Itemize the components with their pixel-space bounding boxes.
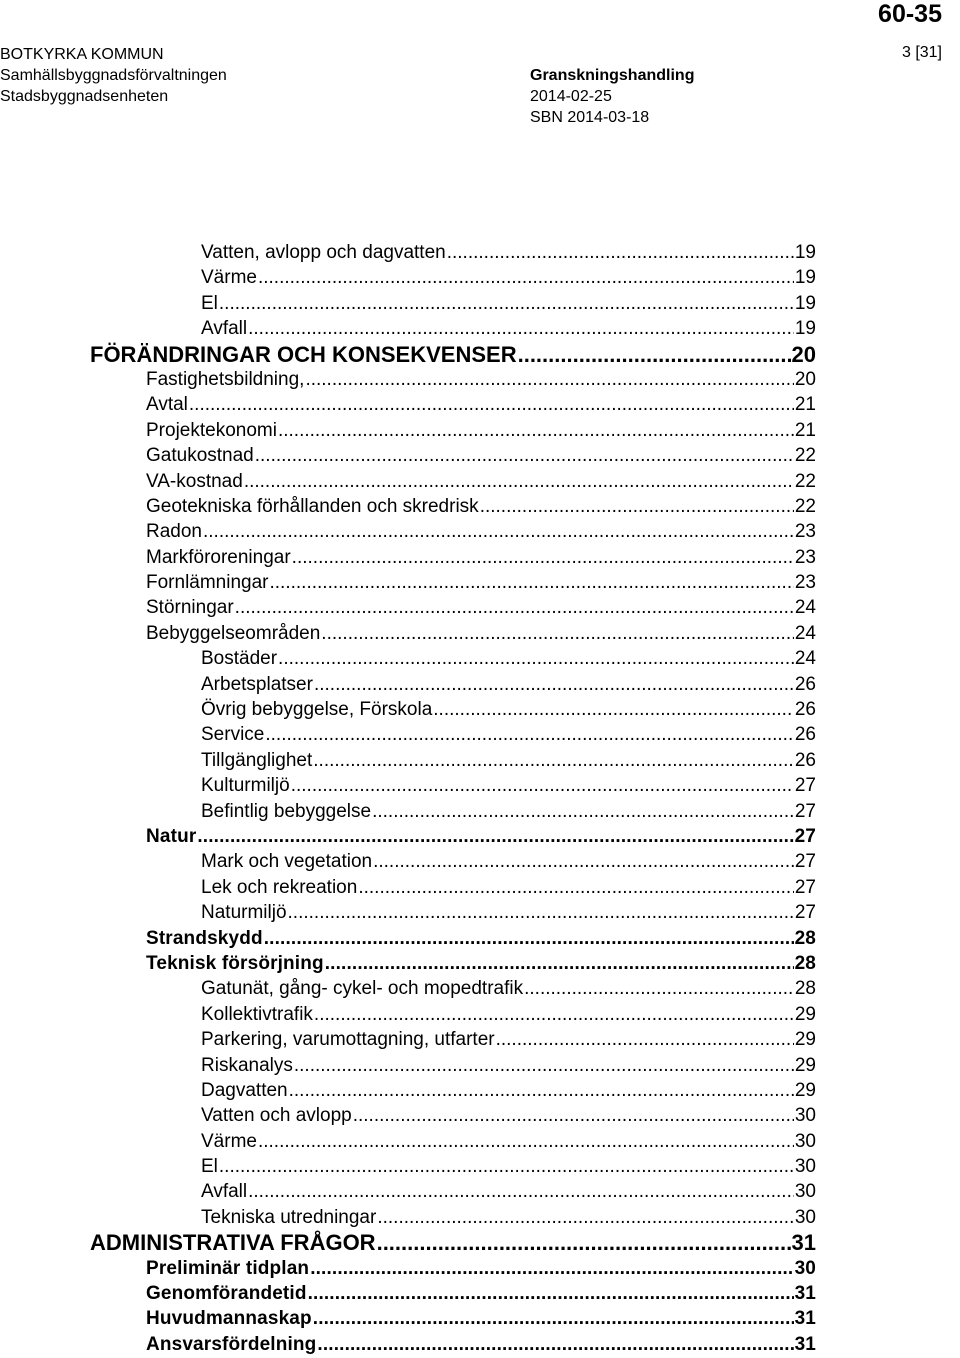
- toc-entry-page-number: 19: [794, 267, 816, 289]
- page-number: 3 [31]: [901, 44, 942, 61]
- toc-entry-label: Störningar: [146, 597, 234, 619]
- toc-entry-label: Strandskydd: [146, 927, 263, 949]
- toc-entry-label: El: [201, 1156, 218, 1178]
- toc-entry[interactable]: [0, 1002, 816, 1027]
- toc-entry-label: Markföroreningar: [146, 546, 291, 568]
- toc-dot-leader: [433, 697, 794, 722]
- header-document-type: Granskningshandling: [530, 67, 695, 84]
- toc-entry[interactable]: [0, 748, 816, 773]
- toc-entry[interactable]: [0, 799, 816, 824]
- toc-entry-page-number: 27: [794, 851, 816, 873]
- toc-entry[interactable]: [0, 646, 816, 671]
- toc-entry[interactable]: [0, 697, 816, 722]
- toc-dot-leader: [524, 976, 794, 1001]
- toc-dot-leader: [372, 799, 794, 824]
- toc-entry-label: Preliminär tidplan: [146, 1257, 310, 1279]
- toc-entry-label: Service: [201, 724, 265, 746]
- toc-dot-leader: [310, 1256, 793, 1281]
- toc-entry-label: Tillgänglighet: [201, 749, 313, 771]
- toc-dot-leader: [313, 1306, 794, 1331]
- toc-entry-page-number: 28: [794, 978, 816, 1000]
- toc-dot-leader: [248, 316, 794, 341]
- toc-entry-page-number: 27: [794, 902, 816, 924]
- toc-entry-page-number: 29: [794, 1029, 816, 1051]
- toc-entry-label: Avtal: [146, 394, 188, 416]
- toc-entry[interactable]: [0, 418, 816, 443]
- toc-dot-leader: [244, 469, 794, 494]
- toc-entry-label: Arbetsplatser: [201, 673, 313, 695]
- toc-entry[interactable]: [0, 621, 816, 646]
- toc-entry[interactable]: [0, 240, 816, 265]
- toc-dot-leader: [265, 722, 794, 747]
- toc-entry[interactable]: [0, 443, 816, 468]
- toc-entry-page-number: 30: [794, 1257, 816, 1279]
- toc-entry-label: Tekniska utredningar: [201, 1206, 377, 1228]
- toc-entry[interactable]: [0, 1103, 816, 1128]
- toc-entry-label: Värme: [201, 1130, 257, 1152]
- toc-entry[interactable]: [0, 265, 816, 290]
- toc-entry-page-number: 30: [794, 1105, 816, 1127]
- toc-dot-leader: [258, 1129, 794, 1154]
- toc-entry[interactable]: [0, 1179, 816, 1204]
- toc-dot-leader: [377, 1205, 794, 1230]
- toc-dot-leader: [305, 367, 793, 392]
- toc-dot-leader: [189, 392, 794, 417]
- toc-entry[interactable]: [0, 469, 816, 494]
- toc-dot-leader: [373, 849, 794, 874]
- toc-entry[interactable]: [0, 570, 816, 595]
- toc-entry[interactable]: [0, 900, 816, 925]
- toc-dot-leader: [248, 1179, 794, 1204]
- toc-dot-leader: [219, 1154, 794, 1179]
- toc-dot-leader: [325, 951, 794, 976]
- toc-entry-label: Värme: [201, 267, 257, 289]
- toc-entry-page-number: 23: [794, 572, 816, 594]
- toc-entry[interactable]: [0, 672, 816, 697]
- toc-entry-page-number: 27: [794, 775, 816, 797]
- toc-dot-leader: [496, 1027, 794, 1052]
- toc-entry[interactable]: [0, 722, 816, 747]
- toc-entry[interactable]: [0, 875, 816, 900]
- toc-entry-label: Vatten, avlopp och dagvatten: [201, 242, 446, 263]
- toc-entry[interactable]: [0, 849, 816, 874]
- toc-entry-label: Övrig bebyggelse, Förskola: [201, 699, 433, 721]
- toc-entry-label: Bebyggelseområden: [146, 622, 321, 644]
- toc-entry-label: Naturmiljö: [201, 902, 287, 924]
- toc-dot-leader: [313, 748, 794, 773]
- header-organization-block: [0, 44, 227, 107]
- toc-entry[interactable]: [0, 1205, 816, 1230]
- toc-entry-page-number: 31: [794, 1308, 816, 1330]
- toc-dot-leader: [317, 1332, 793, 1357]
- toc-entry[interactable]: [0, 773, 816, 798]
- toc-entry[interactable]: [0, 1154, 816, 1179]
- toc-entry[interactable]: [0, 951, 816, 976]
- toc-entry-page-number: 31: [794, 1333, 816, 1355]
- toc-entry-label: Vatten och avlopp: [201, 1105, 352, 1127]
- toc-dot-leader: [480, 494, 794, 519]
- toc-entry-label: Riskanalys: [201, 1054, 293, 1076]
- toc-entry-page-number: 31: [794, 1283, 816, 1305]
- toc-entry-page-number: 31: [791, 1230, 816, 1256]
- toc-entry-page-number: 23: [794, 521, 816, 543]
- toc-entry-page-number: 24: [794, 597, 816, 619]
- toc-entry-label: Radon: [146, 521, 202, 543]
- toc-entry[interactable]: [0, 291, 816, 316]
- toc-entry-label: Projektekonomi: [146, 419, 277, 441]
- toc-entry-label: Kulturmiljö: [201, 775, 290, 797]
- toc-entry[interactable]: [0, 1230, 816, 1255]
- table-of-contents: [0, 240, 960, 1357]
- toc-entry-page-number: 20: [791, 341, 816, 367]
- toc-entry[interactable]: [0, 367, 816, 392]
- toc-entry[interactable]: [0, 519, 816, 544]
- toc-entry[interactable]: [0, 1078, 816, 1103]
- toc-entry-label: Mark och vegetation: [201, 851, 373, 873]
- toc-entry-page-number: 27: [794, 876, 816, 898]
- toc-entry-label: Dagvatten: [201, 1079, 288, 1101]
- toc-entry-label: Avfall: [201, 318, 248, 340]
- toc-dot-leader: [289, 1078, 794, 1103]
- toc-entry-label: El: [201, 292, 218, 314]
- toc-entry-page-number: 19: [794, 318, 816, 340]
- toc-entry[interactable]: [0, 1306, 816, 1331]
- toc-entry-label: Befintlig bebyggelse: [201, 800, 372, 822]
- toc-entry[interactable]: [0, 1281, 816, 1306]
- toc-dot-leader: [308, 1281, 794, 1306]
- toc-dot-leader: [294, 1053, 794, 1078]
- toc-entry-page-number: 28: [794, 952, 816, 974]
- toc-entry-page-number: 22: [794, 445, 816, 467]
- toc-entry-page-number: 19: [794, 292, 816, 314]
- toc-dot-leader: [203, 519, 794, 544]
- toc-entry-label: Geotekniska förhållanden och skredrisk: [146, 495, 479, 517]
- toc-entry[interactable]: [0, 1332, 816, 1357]
- toc-entry-label: FÖRÄNDRINGAR OCH KONSEKVENSER: [90, 341, 517, 367]
- toc-entry[interactable]: [0, 342, 816, 367]
- toc-dot-leader: [278, 646, 794, 671]
- toc-entry-page-number: 21: [794, 394, 816, 416]
- toc-dot-leader: [518, 342, 791, 367]
- toc-entry-label: Fastighetsbildning,: [146, 368, 305, 390]
- toc-entry-page-number: 26: [794, 699, 816, 721]
- toc-entry-label: Kollektivtrafik: [201, 1003, 313, 1025]
- toc-entry-label: Avfall: [201, 1181, 248, 1203]
- toc-dot-leader: [197, 824, 793, 849]
- toc-entry-page-number: 26: [794, 749, 816, 771]
- toc-entry[interactable]: [0, 976, 816, 1001]
- toc-dot-leader: [358, 875, 794, 900]
- header-document-status-block: [530, 65, 694, 128]
- header-board-date: SBN 2014-03-18: [530, 109, 650, 126]
- toc-dot-leader: [377, 1230, 791, 1255]
- toc-entry-label: Fornlämningar: [146, 572, 269, 594]
- toc-entry-page-number: 24: [794, 648, 816, 670]
- toc-entry-page-number: 24: [794, 622, 816, 644]
- toc-entry-page-number: 26: [794, 724, 816, 746]
- toc-entry-page-number: 26: [794, 673, 816, 695]
- toc-dot-leader: [270, 570, 794, 595]
- toc-entry[interactable]: [0, 494, 816, 519]
- toc-entry-label: Lek och rekreation: [201, 876, 358, 898]
- toc-entry-page-number: 22: [794, 470, 816, 492]
- toc-dot-leader: [288, 900, 794, 925]
- toc-dot-leader: [291, 773, 794, 798]
- toc-entry[interactable]: [0, 824, 816, 849]
- toc-entry-page-number: 27: [794, 825, 816, 847]
- toc-dot-leader: [278, 418, 794, 443]
- toc-entry-label: Gatunät, gång- cykel- och mopedtrafik: [201, 978, 524, 1000]
- toc-entry[interactable]: [0, 545, 816, 570]
- toc-dot-leader: [314, 672, 794, 697]
- toc-entry[interactable]: [0, 595, 816, 620]
- toc-entry[interactable]: [0, 1129, 816, 1154]
- header-date: 2014-02-25: [530, 88, 612, 105]
- toc-entry-page-number: 30: [794, 1181, 816, 1203]
- toc-entry-label: Teknisk försörjning: [146, 952, 324, 974]
- toc-dot-leader: [447, 240, 794, 265]
- header-unit: Stadsbyggnadsenheten: [0, 88, 169, 105]
- toc-entry[interactable]: [0, 316, 816, 341]
- toc-dot-leader: [353, 1103, 794, 1128]
- toc-dot-leader: [219, 291, 794, 316]
- toc-entry[interactable]: [0, 1256, 816, 1281]
- document-number-stamp: 60-35: [878, 0, 942, 28]
- toc-entry-label: VA-kostnad: [146, 470, 243, 492]
- toc-entry[interactable]: [0, 926, 816, 951]
- toc-entry-page-number: 29: [794, 1079, 816, 1101]
- toc-entry-page-number: 30: [794, 1206, 816, 1228]
- toc-entry-page-number: 28: [794, 927, 816, 949]
- toc-entry[interactable]: [0, 1027, 816, 1052]
- toc-entry-label: Bostäder: [201, 648, 278, 670]
- toc-dot-leader: [258, 265, 794, 290]
- toc-dot-leader: [292, 545, 794, 570]
- toc-entry-page-number: 19: [794, 242, 816, 263]
- toc-entry-page-number: 30: [794, 1156, 816, 1178]
- toc-entry[interactable]: [0, 1053, 816, 1078]
- toc-entry-label: Huvudmannaskap: [146, 1308, 312, 1330]
- header-org-name: BOTKYRKA KOMMUN: [0, 46, 164, 63]
- toc-entry-page-number: 20: [794, 368, 816, 390]
- toc-dot-leader: [255, 443, 794, 468]
- toc-entry-label: Ansvarsfördelning: [146, 1333, 317, 1355]
- toc-entry-label: Gatukostnad: [146, 445, 254, 467]
- toc-entry-label: ADMINISTRATIVA FRÅGOR: [90, 1230, 376, 1256]
- toc-entry-page-number: 30: [794, 1130, 816, 1152]
- toc-entry-page-number: 22: [794, 495, 816, 517]
- toc-dot-leader: [264, 926, 794, 951]
- toc-entry-label: Parkering, varumottagning, utfarter: [201, 1029, 495, 1051]
- toc-entry-page-number: 21: [794, 419, 816, 441]
- toc-entry-page-number: 29: [794, 1003, 816, 1025]
- toc-entry[interactable]: [0, 392, 816, 417]
- toc-dot-leader: [314, 1002, 794, 1027]
- toc-entry-page-number: 29: [794, 1054, 816, 1076]
- toc-dot-leader: [321, 621, 794, 646]
- toc-dot-leader: [235, 595, 794, 620]
- toc-entry-page-number: 27: [794, 800, 816, 822]
- toc-entry-page-number: 23: [794, 546, 816, 568]
- toc-entry-label: Genomförandetid: [146, 1283, 307, 1305]
- header-department: Samhällsbyggnadsförvaltningen: [0, 67, 227, 84]
- toc-entry-label: Natur: [146, 825, 197, 847]
